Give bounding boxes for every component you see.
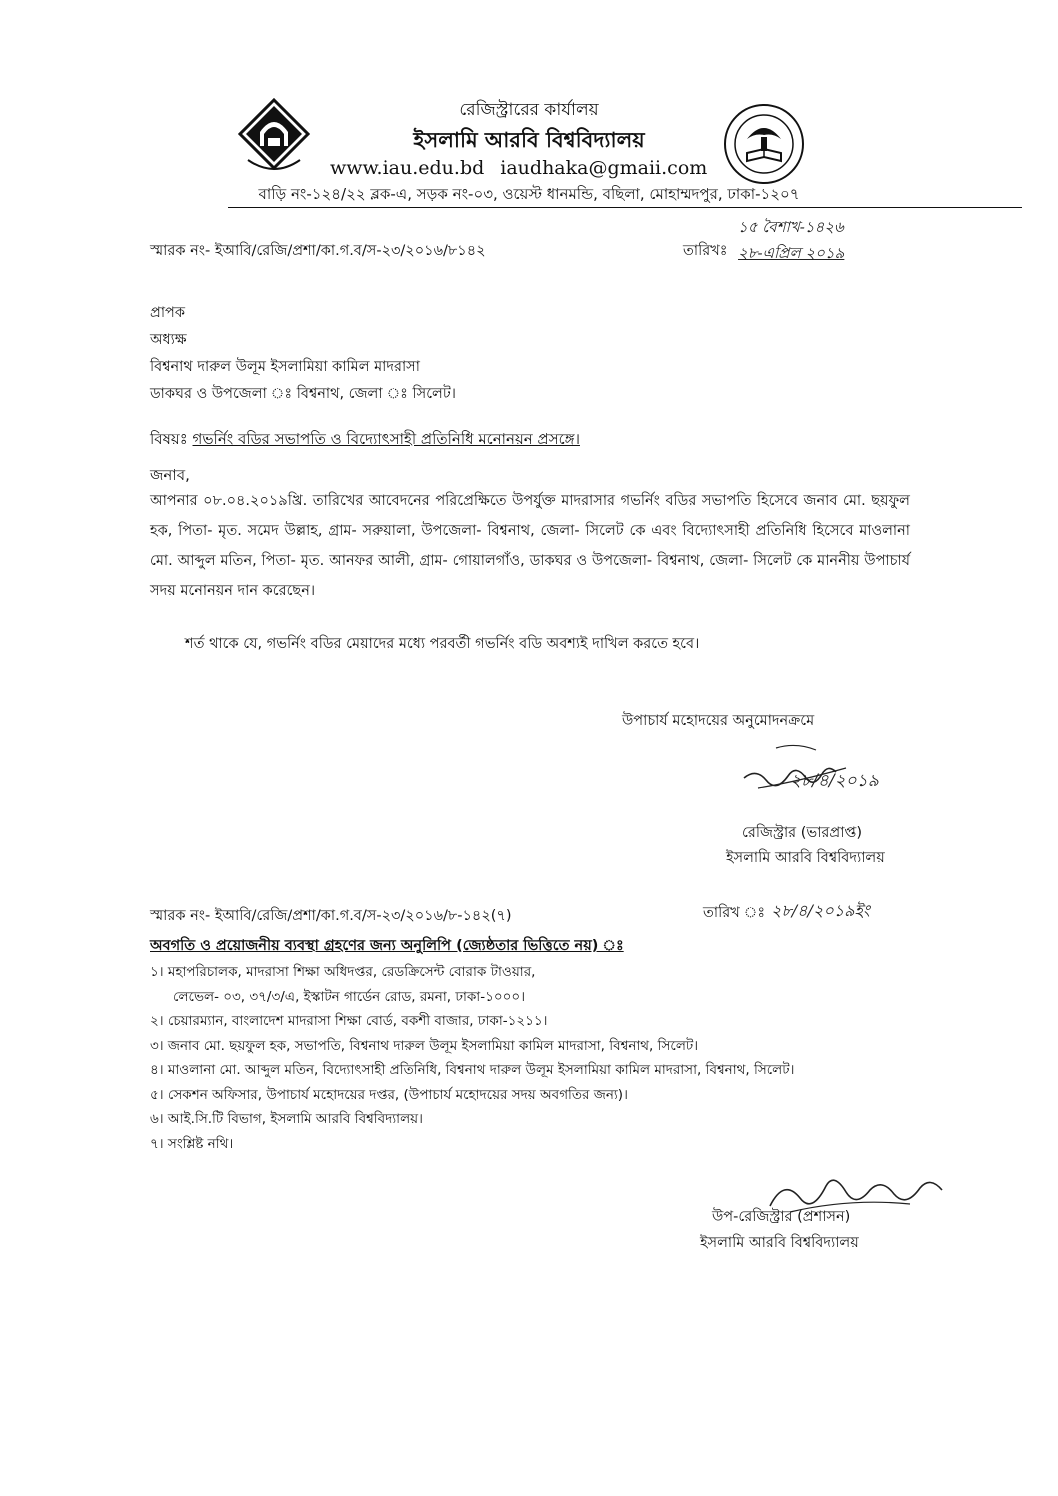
approval-note: উপাচার্য মহোদয়ের অনুমোদনক্রমে [622,713,815,729]
body-paragraph: আপনার ০৮.০৪.২০১৯খ্রি. তারিখের আবেদনের পরিপ্রেক্ষিতে উপর্যুক্ত মাদরাসার গভর্নিং বডির সভাপতি হিসেবে জনাব মো. ছয়ফুল হক, পিতা- মৃত. সমেদ উল্লাহ, গ্রাম- সরুয়ালা, উপজেলা- বিশ্বনাথ, জেলা- সিলেট কে এবং বিদ্যোৎসাহী প্রতিনিধি হিসেবে মাওলানা মো. আব্দুল মতিন, পিতা- মৃত. আনফর আলী, গ্রাম- গোয়ালগাঁও, ডাকঘর ও উপজেলা- বিশ্বনাথ, জেলা- সিলেট কে মাননীয় উপাচার্য সদয় মনোনয়ন দান করেছেন। [150,493,910,599]
memo-number: স্মারক নং- ইআবি/রেজি/প্রশা/কা.গ.ব/স-২৩/২০১৬/৮১৪২ [150,243,486,259]
signature-date: ২৮/৪/২০১৯ [790,771,879,791]
deputy-title: উপ-রেজিস্ট্রার (প্রশাসন) [712,1209,851,1225]
deputy-institution: ইসলামি আরবি বিশ্ববিদ্যালয় [700,1235,859,1251]
cc-item: লেভেল- ০৩, ৩৭/৩/এ, ইস্কাটন গার্ডেন রোড, রমনা, ঢাকা-১০০০। [173,988,526,1005]
cc-item: ৬। আই.সি.টি বিভাগ, ইসলামি আরবি বিশ্ববিদ্যালয়। [150,1111,423,1127]
cc-item: ১। মহাপরিচালক, মাদরাসা শিক্ষা অধিদপ্তর, রেডক্রিসেন্ট বোরাক টাওয়ার, [150,964,536,980]
salutation: জনাব, [150,466,190,484]
subject-label: বিষয়ঃ [150,430,193,448]
recipient-designation: অধ্যক্ষ [150,332,187,348]
recipient-address: ডাকঘর ও উপজেলা ঃ বিশ্বনাথ, জেলা ঃ সিলেট। [150,386,456,402]
date-label: তারিখঃ [683,243,728,259]
website-link[interactable]: www.iau.edu.bd [330,157,485,179]
memo2-number: স্মারক নং- ইআবি/রেজি/প্রশা/কা.গ.ব/স-২৩/২০১৬/৮-১৪২(৭) [150,908,512,924]
date-english: ২৮-এপ্রিল ২০১৯ [738,244,845,262]
registrar-title: রেজিস্ট্রার (ভারপ্রাপ্ত) [742,825,863,841]
office-name: রেজিস্ট্রারের কার্যালয় [459,100,599,120]
cc-item: ৪। মাওলানা মো. আব্দুল মতিন, বিদ্যোৎসাহী প্রতিনিধি, বিশ্বনাথ দারুল উলূম ইসলামিয়া কামিল মাদরাসা, বিশ্বনাথ, সিলেট। [150,1062,795,1078]
condition-paragraph: শর্ত থাকে যে, গভর্নিং বডির মেয়াদের মধ্যে পরবর্তী গভর্নিং বডি অবশ্যই দাখিল করতে হবে। [185,636,700,652]
subject-text: গভর্নিং বডির সভাপতি ও বিদ্যোৎসাহী প্রতিনিধি মনোনয়ন প্রসঙ্গে। [192,430,580,448]
cc-item: ২। চেয়ারম্যান, বাংলাদেশ মাদরাসা শিক্ষা বোর্ড, বকশী বাজার, ঢাকা-১২১১। [150,1013,548,1029]
office-address: বাড়ি নং-১২৪/২২ ব্লক-এ, সড়ক নং-০৩, ওয়েস্ট ধানমন্ডি, বছিলা, মোহাম্মদপুর, ঢাকা-১২০৭ [258,185,800,203]
cc-item: ৫। সেকশন অফিসার, উপাচার্য মহোদয়ের দপ্তর, (উপাচার্য মহোদয়ের সদয় অবগতির জন্য)। [150,1086,628,1103]
recipient-institution: বিশ্বনাথ দারুল উলূম ইসলামিয়া কামিল মাদরাসা [150,359,420,375]
contact-line [330,157,723,179]
university-name: ইসলামি আরবি বিশ্ববিদ্যালয় [413,128,645,152]
email-link[interactable]: iaudhaka@gmaii.com [500,157,708,179]
cc-heading: অবগতি ও প্রয়োজনীয় ব্যবস্থা গ্রহণের জন্য অনুলিপি (জ্যেষ্ঠতার ভিত্তিতে নয়) ঃ [150,938,624,954]
cc-item: ৭। সংশ্লিষ্ট নথি। [150,1135,234,1152]
memo2-date-label: তারিখ ঃ [703,905,766,921]
recipient-label: প্রাপক [150,305,186,321]
cc-item: ৩। জনাব মো. ছয়ফুল হক, সভাপতি, বিশ্বনাথ দারুল উলূম ইসলামিয়া কামিল মাদরাসা, বিশ্বনাথ, সিলেট। [150,1037,699,1054]
registrar-institution: ইসলামি আরবি বিশ্ববিদ্যালয় [726,850,885,866]
header-divider [228,207,1022,208]
memo2-date: ২৮/৪/২০১৯ইং [771,901,870,920]
subject-line [150,428,580,453]
recipient-block [150,300,456,408]
cc-list [150,960,794,1156]
date-bangla: ১৫ বৈশাখ-১৪২৬ [738,218,844,236]
